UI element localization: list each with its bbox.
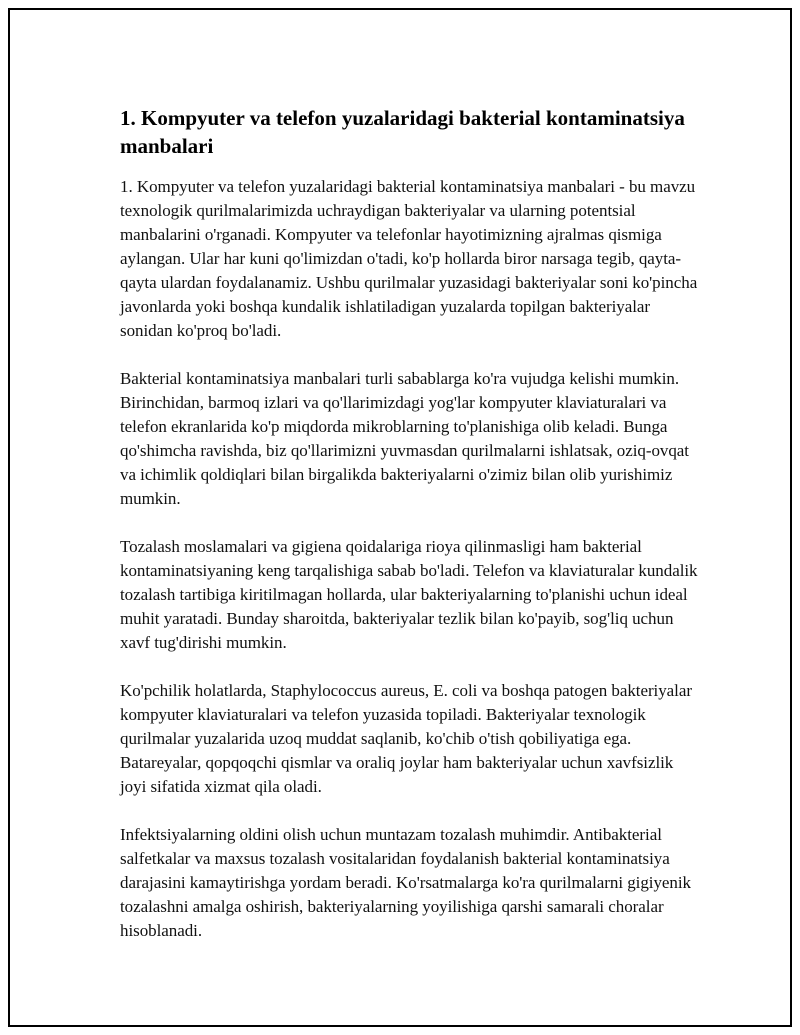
paragraph-2: Bakterial kontaminatsiya manbalari turli sabablarga ko'ra vujudga kelishi mumkin. Birinchidan, barmoq izlari va qo'llarimizdagi yog'lar kompyuter klaviaturalari va telefon ekranlarida ko'p miqdorda mikroblarning to'planishiga olib keladi. Bunga qo'shimcha ravishda, biz qo'llarimizni yuvmasdan qurilmalarni ishlatsak, oziq-ovqat va ichimlik qoldiqlari bilan birgalikda bakteriyalarni o'zimiz bilan olib yurishimiz mumkin. bbox=[120, 369, 689, 508]
paragraph-4: Ko'pchilik holatlarda, Staphylococcus aureus, E. coli va boshqa patogen bakteriyalar kompyuter klaviaturalari va telefon yuzasida topiladi. Bakteriyalar texnologik qurilmalar yuzalarida uzoq muddat saqlanib, ko'chib o'tish qobiliyatiga ega. Batareyalar, qopqoqchi qismlar va oraliq joylar ham bakteriyalar uchun xavfsizlik joyi sifatida xizmat qila oladi. bbox=[120, 681, 692, 796]
paragraph-5: Infektsiyalarning oldini olish uchun muntazam tozalash muhimdir. Antibakterial salfetkalar va maxsus tozalash vositalaridan foydalanish bakterial kontaminatsiya darajasini kamaytirishga yordam beradi. Ko'rsatmalarga ko'ra qurilmalarni gigiyenik tozalashni amalga oshirish, bakteriyalarning yoyilishiga qarshi samarali choralar hisoblanadi. bbox=[120, 825, 691, 940]
document-title: 1. Kompyuter va telefon yuzalaridagi bakterial kontaminatsiya manbalari bbox=[120, 106, 685, 158]
page-frame bbox=[8, 8, 792, 1027]
paragraph-3: Tozalash moslamalari va gigiena qoidalariga rioya qilinmasligi ham bakterial kontaminatsiyaning keng tarqalishiga sabab bo'ladi. Telefon va klaviaturalar kundalik tozalash tartibiga kiritilmagan hollarda, ular bakteriyalarning to'planishi uchun ideal muhit yaratadi. Bunday sharoitda, bakteriyalar tezlik bilan ko'payib, sog'liq uchun xavf tug'dirishi mumkin. bbox=[120, 537, 698, 652]
paragraph-1: 1. Kompyuter va telefon yuzalaridagi bakterial kontaminatsiya manbalari - bu mavzu texnologik qurilmalarimizda uchraydigan bakteriyalar va ularning potentsial manbalarini o'rganadi. Kompyuter va telefonlar hayotimizning ajralmas qismiga aylangan. Ular har kuni qo'limizdan o'tadi, ko'p hollarda biror narsaga tegib, qayta-qayta ulardan foydalanamiz. Ushbu qurilmalar yuzasidagi bakteriyalar soni ko'pincha javonlarda yoki boshqa kundalik ishlatiladigan yuzalarda topilgan bakteriyalar sonidan ko'proq bo'ladi. bbox=[120, 177, 698, 340]
document-body bbox=[120, 104, 700, 967]
